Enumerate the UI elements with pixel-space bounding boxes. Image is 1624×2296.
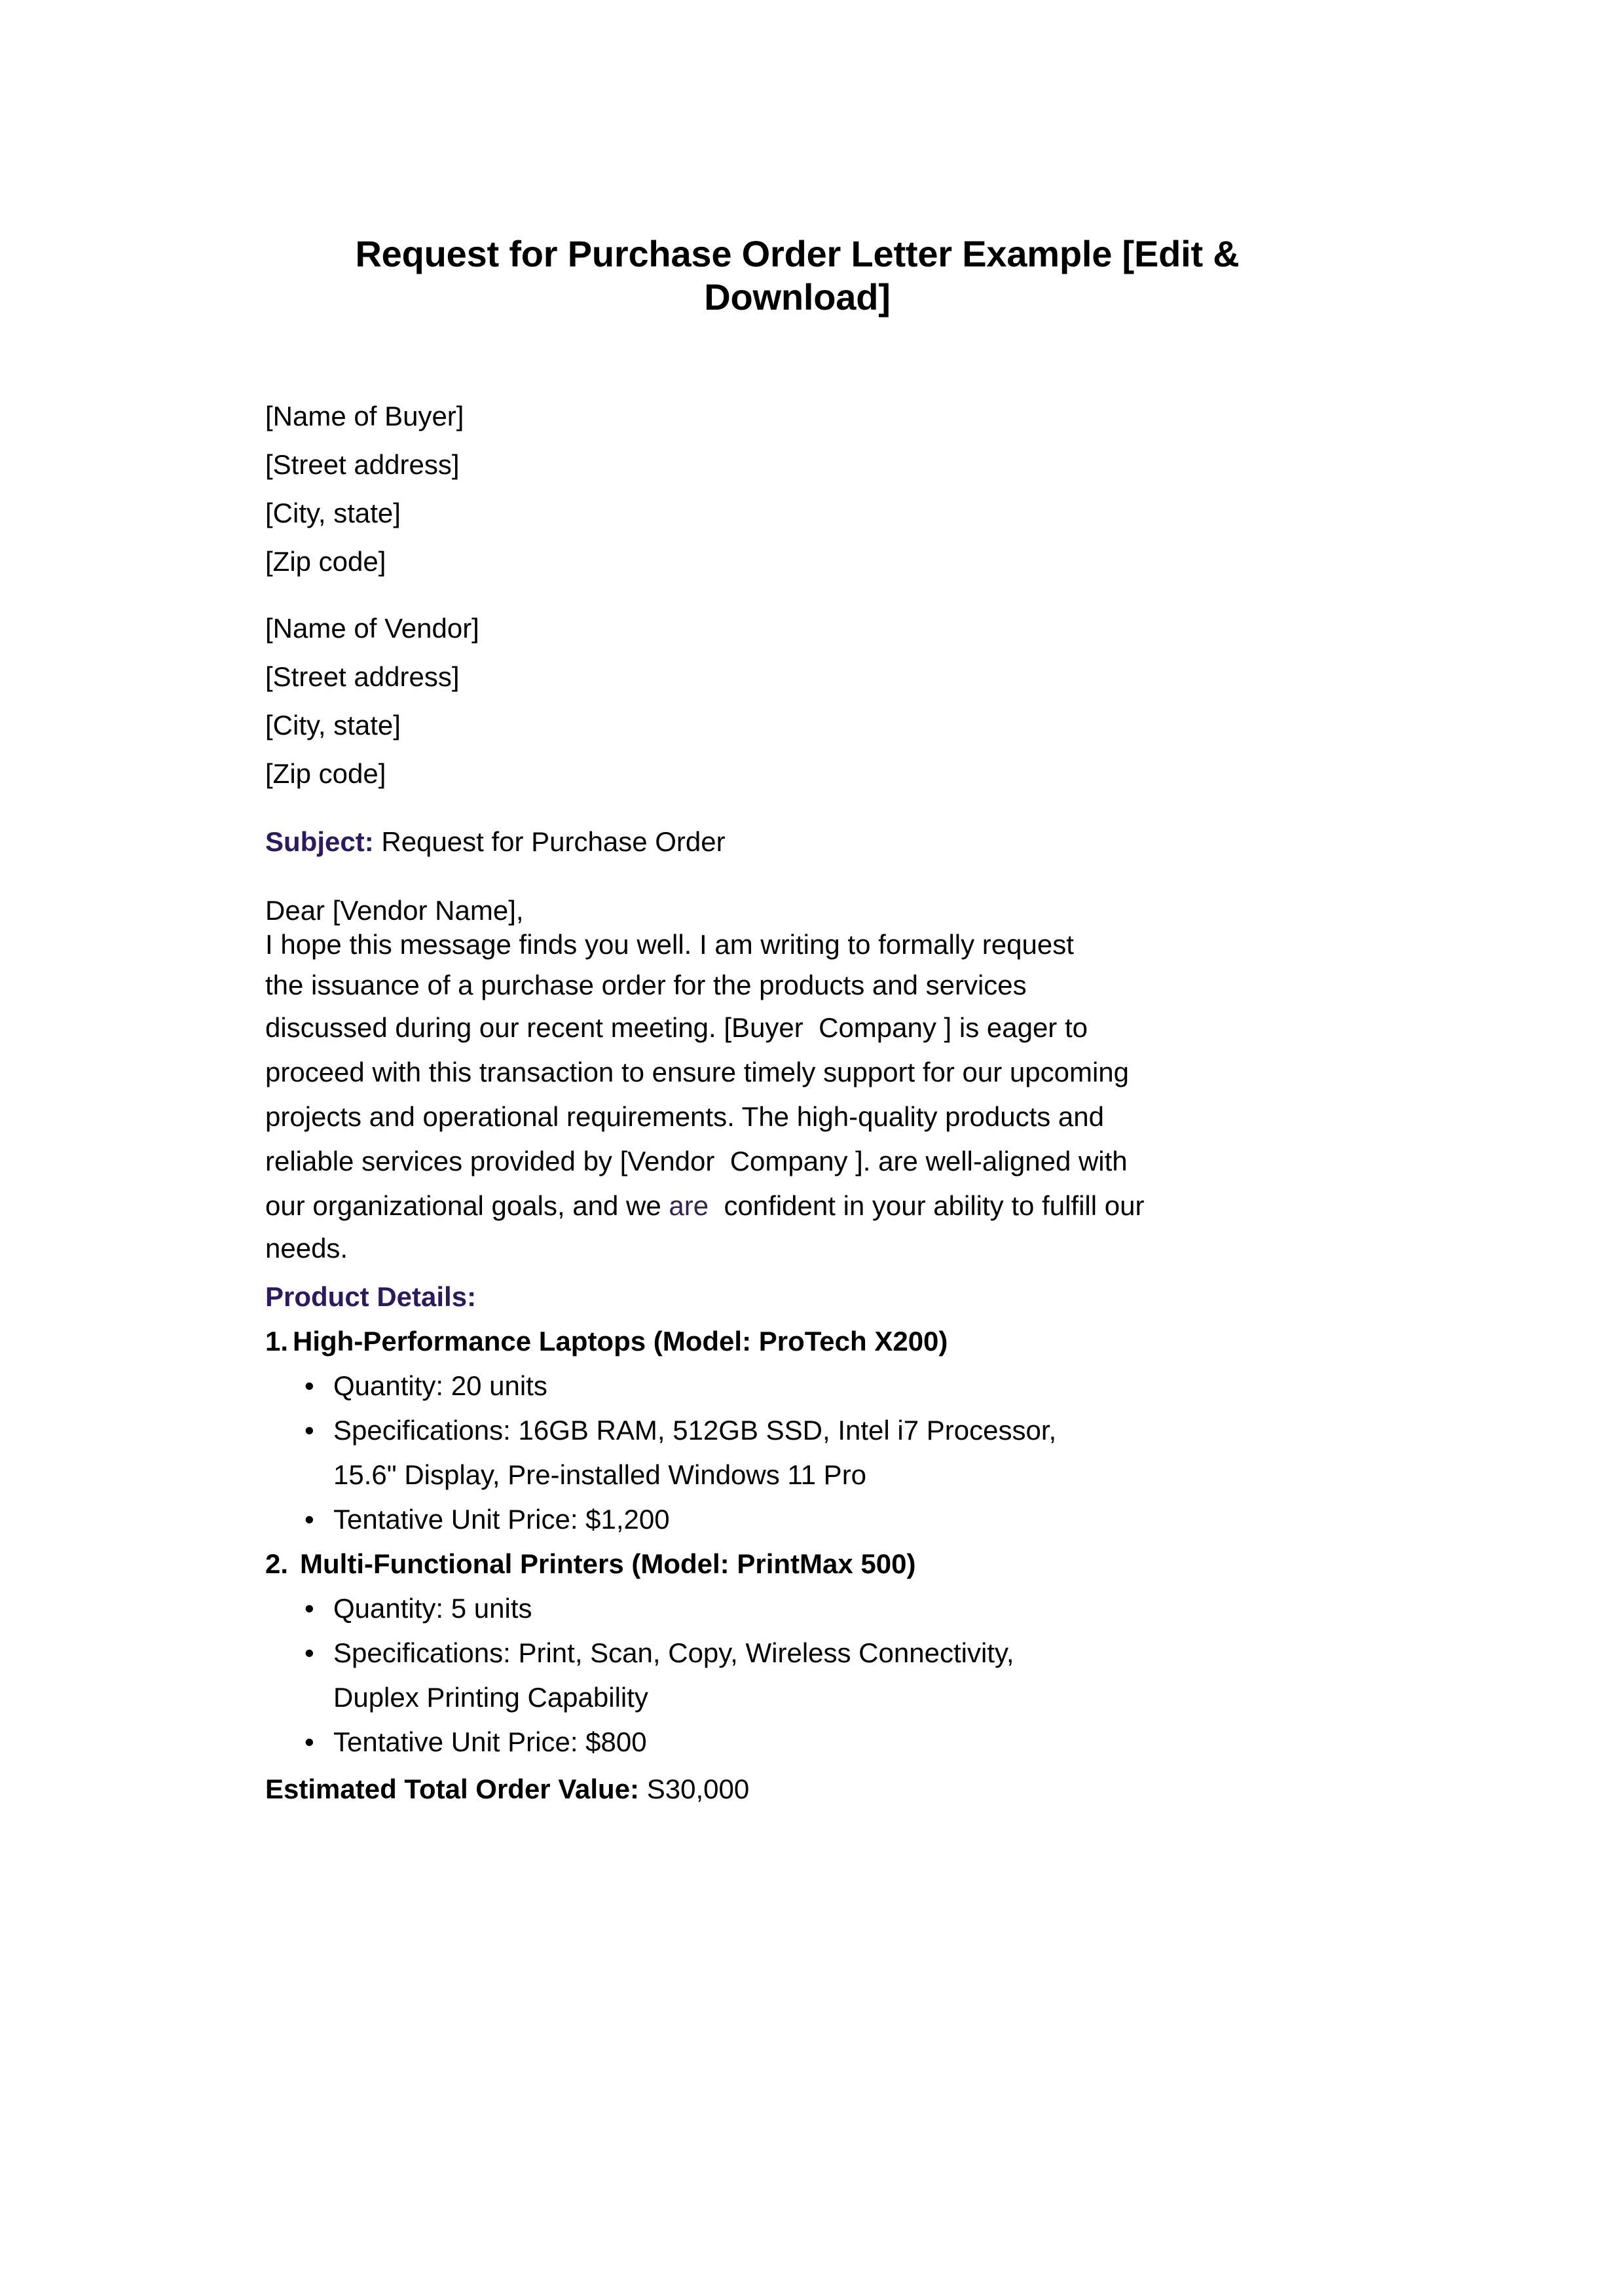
buyer-address-block [265, 403, 1329, 575]
product-title-text: Multi-Functional Printers (Model: PrintMax 500) [300, 1548, 916, 1579]
product-list [265, 1325, 1329, 1757]
spec-list [265, 1592, 1329, 1757]
bullet-icon: • [304, 1414, 314, 1446]
product-title-text: High-Performance Laptops (Model: ProTech X200) [293, 1325, 948, 1357]
estimated-total-value: S30,000 [639, 1773, 750, 1804]
buyer-city-state: [City, state] [265, 498, 401, 529]
body-line-6: reliable services provided by [Vendor Company ]. are well-aligned with [265, 1145, 1128, 1176]
vendor-city-state: [City, state] [265, 710, 401, 741]
spec-text: Quantity: 20 units [333, 1370, 547, 1401]
spec-text-continuation: 15.6" Display, Pre-installed Windows 11 Pro [333, 1459, 867, 1490]
body-line-2: the issuance of a purchase order for the products and services [265, 969, 1027, 1000]
list-item [265, 1728, 1329, 1756]
bullet-icon: • [304, 1370, 314, 1401]
list-item [265, 1325, 1329, 1535]
estimated-total-line [265, 1773, 1329, 1804]
page-title: Request for Purchase Order Letter Example [Edit & Download] [355, 233, 1240, 318]
subject-value: Request for Purchase Order [373, 826, 726, 858]
body-line-8: needs. [265, 1232, 348, 1264]
buyer-zip: [Zip code] [265, 546, 386, 577]
body-line-1: I hope this message finds you well. I am writing to formally request [265, 929, 1074, 960]
buyer-street: [Street address] [265, 449, 460, 481]
body-line-4: proceed with this transaction to ensure timely support for our upcoming [265, 1056, 1130, 1087]
body-line-7 [265, 1184, 1329, 1228]
spec-text: Tentative Unit Price: $800 [333, 1726, 647, 1757]
product-title [265, 1325, 1329, 1357]
vendor-zip: [Zip code] [265, 758, 386, 790]
body-line-7-tinted-word: are [669, 1190, 709, 1221]
vendor-street: [Street address] [265, 661, 460, 693]
salutation: Dear [Vendor Name], [265, 895, 524, 926]
vendor-address-block [265, 615, 1329, 788]
body-line-7-part-b: confident in your ability to fulfill our [709, 1190, 1145, 1221]
spec-list [265, 1372, 1329, 1533]
buyer-name: [Name of Buyer] [265, 401, 464, 432]
bullet-icon: • [304, 1503, 314, 1535]
list-item [265, 1639, 1329, 1711]
letter-body [265, 924, 1329, 1268]
bullet-icon: • [304, 1637, 314, 1668]
body-line-7-part-a: our organizational goals, and we [265, 1190, 669, 1221]
body-line-3: discussed during our recent meeting. [Buyer Company ] is eager to [265, 1011, 1088, 1043]
spec-text: Tentative Unit Price: $1,200 [333, 1503, 670, 1535]
estimated-total-label: Estimated Total Order Value: [265, 1773, 640, 1804]
bullet-icon: • [304, 1592, 314, 1624]
product-number: 2. [265, 1548, 289, 1579]
vendor-name: [Name of Vendor] [265, 613, 479, 644]
list-item [265, 1550, 1329, 1756]
spec-text: Specifications: 16GB RAM, 512GB SSD, Intel i7 Processor, [333, 1414, 1057, 1446]
body-line-5: projects and operational requirements. The high-quality products and [265, 1101, 1104, 1132]
subject-label: Subject: [265, 826, 374, 858]
product-details-heading: Product Details: [265, 1281, 477, 1312]
spec-text-continuation: Duplex Printing Capability [333, 1681, 648, 1713]
list-item [265, 1372, 1329, 1400]
list-item [265, 1592, 1329, 1624]
product-title [265, 1550, 1329, 1578]
subject-line [265, 828, 1329, 856]
bullet-icon: • [304, 1726, 314, 1757]
document-content-column [265, 0, 1329, 1803]
list-item [265, 1503, 1329, 1535]
product-number: 1. [265, 1325, 289, 1357]
spec-text: Specifications: Print, Scan, Copy, Wireless Connectivity, [333, 1637, 1014, 1668]
list-item [265, 1414, 1329, 1490]
spec-text: Quantity: 5 units [333, 1592, 532, 1624]
